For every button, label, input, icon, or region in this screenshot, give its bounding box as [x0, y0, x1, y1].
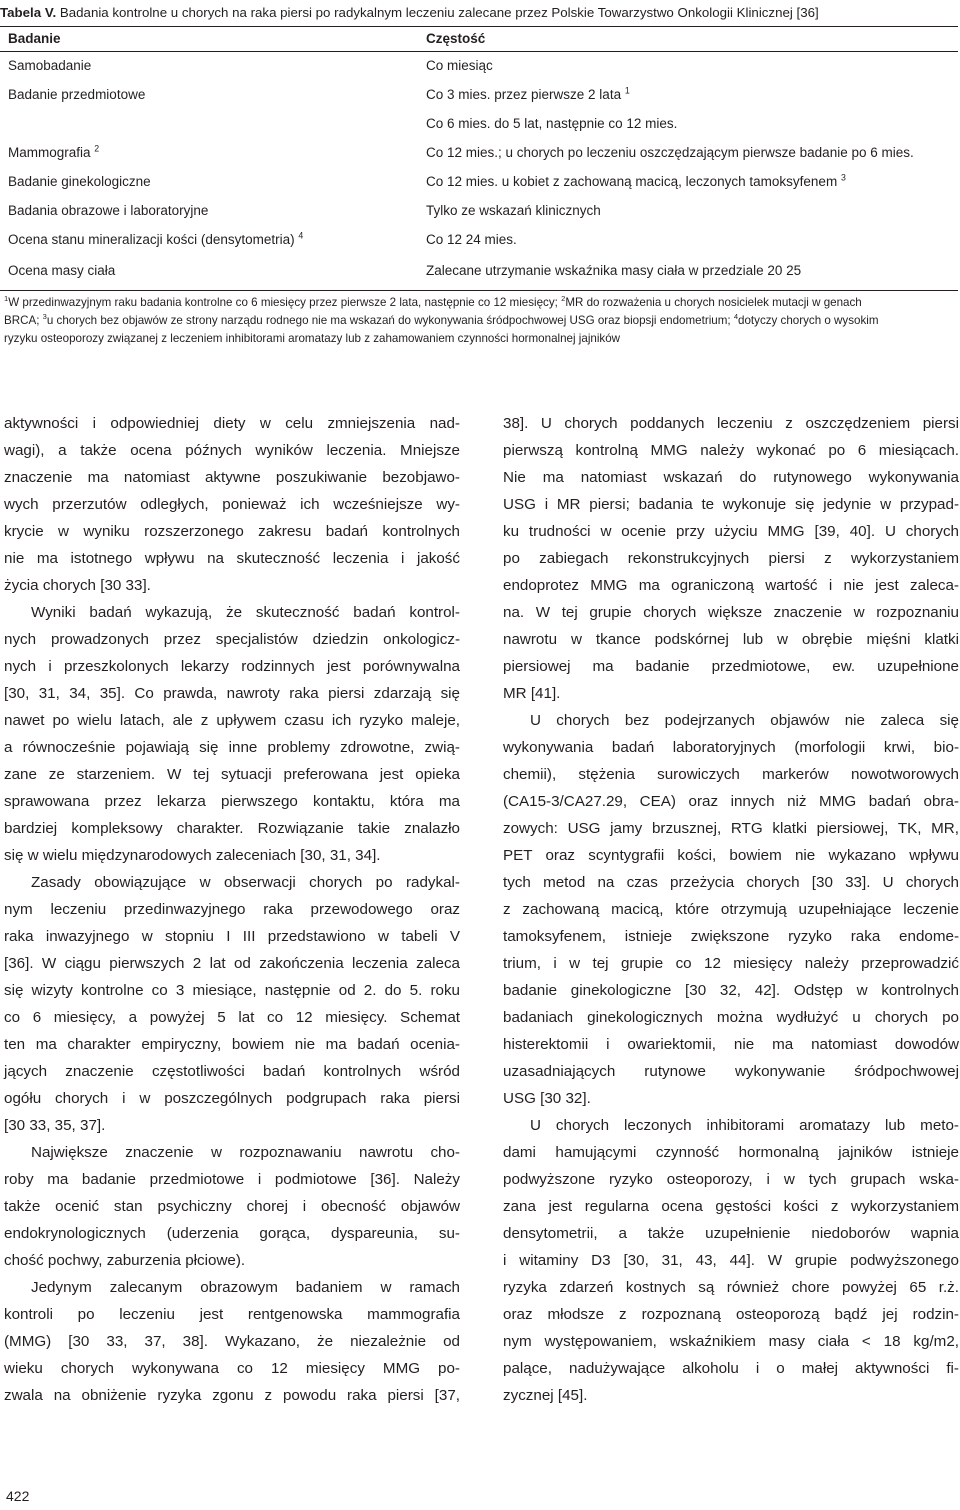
- text-line: PET oraz scyntygrafii kości, bowiem nie wykazano wpływu: [503, 847, 959, 864]
- row-exam: Ocena stanu mineralizacji kości (densytometria) $^4$: [8, 230, 304, 247]
- text-line: raka inwazyjnego w stopniu I III przedstawiono w tabeli V: [4, 928, 460, 945]
- row-frequency: Co 6 mies. do 5 lat, następnie co 12 mies.: [426, 116, 678, 131]
- text-line: a równocześnie pojawiają się inne problemy zdrowotne, zwią-: [4, 739, 460, 756]
- footnote-line: ryzyku osteoporozy związanej z leczeniem inhibitorami aromatazy lub z zahamowaniem czynności hormonalnej jajników: [4, 332, 621, 345]
- text-line: wych przerzutów odległych, ponieważ ich wcześniejsze wy-: [4, 496, 460, 513]
- text-line: Jedynym zalecanym obrazowym badaniem w ramach: [31, 1279, 460, 1296]
- text-line: chemii), stężenia surowiczych markerów nowotworowych: [503, 766, 959, 783]
- text-line: nych i przeszkolonych lekarzy rodzinnych jest porównywalna: [4, 658, 460, 675]
- text-line: sprawowana przez lekarza pierwszego kontaktu, która ma: [4, 793, 460, 810]
- body-column-right: [503, 410, 959, 1430]
- text-line: Zasady obowiązujące w obserwacji chorych po radykal-: [31, 874, 460, 891]
- text-line: pierwszą kontrolną MMG należy wykonać po 6 miesiącach.: [503, 442, 959, 459]
- text-line: piersiowej ma badanie przedmiotowe, ew. uzupełnione: [503, 658, 959, 675]
- text-line: (MMG) [30 33, 37, 38]. Wykazano, że niezależnie od: [4, 1333, 460, 1350]
- text-line: wagi), a także ocena późnych wyników leczenia. Mniejsze: [4, 442, 460, 459]
- footnote-line: $^1$W przedinwazyjnym raku badania kontrolne co 6 miesięcy przez pierwsze 2 lata, następnie co 12 miesięcy; $^2$MR do rozważenia u chorych nosicielek mutacji w genach: [4, 294, 862, 309]
- text-line: ryzyka zdarzeń kostnych są również chore powyżej 65 r.ż.: [503, 1279, 959, 1296]
- table-row: [0, 110, 958, 139]
- text-line: podwyższone ryzyko osteoporozy, i w tych grupach wska-: [503, 1171, 959, 1188]
- text-line: wykonywania badań laboratoryjnych (morfologii krwi, bio-: [503, 739, 959, 756]
- text-line: trium, i w tej grupie co 12 miesięcy należy przeprowadzić: [503, 955, 959, 972]
- table-row: [0, 81, 958, 110]
- text-line: U chorych bez podejrzanych objawów nie zaleca się: [530, 712, 959, 729]
- text-line: nie ma istotnego wpływu na skuteczność leczenia i jakość: [4, 550, 460, 567]
- text-line: oraz młodsze z rozpoznaną osteoporozą bądź jej rodzin-: [503, 1306, 959, 1323]
- text-line: badanie ginekologiczne [30 32, 42]. Odstęp w kontrolnych: [503, 982, 959, 999]
- text-line: dami hamującymi czynność hormonalną jajników istnieje: [503, 1144, 959, 1161]
- text-line: ku trudności w ocenie przy użyciu MMG [39, 40]. U chorych: [503, 523, 959, 540]
- row-exam: Mammografia $^2$: [8, 143, 100, 160]
- text-line: po zabiegach rekonstrukcyjnych piersi z wykorzystaniem: [503, 550, 959, 567]
- text-line: się w wielu międzynarodowych zaleceniach [30, 31, 34].: [4, 847, 381, 864]
- footnote-line: BRCA; $^3$u chorych bez objawów ze strony narządu rodnego nie ma wskazań do wykonywania śródpochwowej USG oraz biopsji endometrium; $^4$dotyczy chorych o wysokim: [4, 312, 879, 327]
- row-frequency: Zalecane utrzymanie wskaźnika masy ciała w przedziale 20 25: [426, 263, 802, 278]
- text-line: endokrynologicznych (uderzenia gorąca, dyspareunia, su-: [4, 1225, 460, 1242]
- row-frequency: Co 12 mies. u kobiet z zachowaną macicą, leczonych tamoksyfenem $^3$: [426, 172, 846, 189]
- text-line: endoprotez MMG ma ograniczoną wartość i nie jest zaleca-: [503, 577, 959, 594]
- text-line: roby ma badanie przedmiotowe i podmiotowe [36]. Należy: [4, 1171, 460, 1188]
- text-line: U chorych leczonych inhibitorami aromatazy lub meto-: [530, 1117, 959, 1134]
- text-line: [30, 31, 34, 35]. Co prawda, nawroty raka piersi zdarzają się: [4, 685, 460, 702]
- text-line: na. W tej grupie chorych większe znaczenie w rozpoznaniu: [503, 604, 959, 621]
- table-row: [0, 139, 958, 168]
- text-line: co 6 miesięcy, a powyżej 5 lat co 12 miesięcy. Schemat: [4, 1009, 460, 1026]
- text-line: życia chorych [30 33].: [4, 577, 151, 594]
- text-line: zane ze starzeniem. W tej sytuacji preferowana jest opieka: [4, 766, 460, 783]
- row-exam: Badanie przedmiotowe: [8, 87, 146, 102]
- table-caption-text: Badania kontrolne u chorych na raka piersi po radykalnym leczeniu zalecane przez Polskie Towarzystwo Onkologii Klinicznej [36]: [59, 5, 819, 20]
- row-exam: Badania obrazowe i laboratoryjne: [8, 203, 209, 218]
- row-exam: Badanie ginekologiczne: [8, 174, 151, 189]
- header-exam: Badanie: [8, 31, 61, 46]
- table-row: [0, 257, 958, 286]
- table-row: [0, 197, 958, 226]
- row-frequency: Co 12 24 mies.: [426, 232, 517, 247]
- text-line: wieku chorych wykonywana co 12 miesięcy MMG po-: [4, 1360, 460, 1377]
- text-line: kontroli po leczeniu jest rentgenowska mammografia: [4, 1306, 460, 1323]
- text-line: nym występowaniem, wskaźnikiem masy ciała < 18 kg/m2,: [503, 1333, 959, 1350]
- text-line: 38]. U chorych poddanych leczeniu z oszczędzeniem piersi: [503, 415, 959, 432]
- page-number: 422: [6, 1488, 30, 1504]
- text-line: się wizyty kontrolne co 3 miesiące, następnie od 2. do 5. roku: [4, 982, 460, 999]
- row-frequency: Tylko ze wskazań klinicznych: [426, 203, 601, 218]
- table-caption-label: Tabela V.: [0, 5, 57, 20]
- text-line: USG i MR piersi; badania te wykonuje się jedynie w przypad-: [503, 496, 959, 513]
- table-footnotes: [4, 294, 956, 348]
- header-frequency: Częstość: [426, 31, 486, 46]
- row-frequency: Co 3 mies. przez pierwsze 2 lata $^1$: [426, 85, 630, 102]
- text-line: uzasadniających rutynowe wykonywanie śródpochwowej: [503, 1063, 959, 1080]
- text-line: badaniach ginekologicznych można wydłużyć u chorych po: [503, 1009, 959, 1026]
- text-line: znaczenie ma natomiast aktywne poszukiwanie bezobjawo-: [4, 469, 460, 486]
- text-line: zycznej [45].: [503, 1387, 588, 1404]
- row-frequency: Co 12 mies.; u chorych po leczeniu oszczędzającym pierwsze badanie po 6 mies.: [426, 145, 914, 160]
- text-line: tamoksyfenem, istnieje zwiększone ryzyko raka endome-: [503, 928, 959, 945]
- text-line: zana jest regularna ocena gęstości kości z wykorzystaniem: [503, 1198, 959, 1215]
- text-line: nawrotu w tkance podskórnej lub w obrębie mięśni klatki: [503, 631, 959, 648]
- text-line: nawet po wielu latach, ale z upływem czasu ich ryzyko maleje,: [4, 712, 460, 729]
- text-line: ten ma charakter empiryczny, bowiem nie ma badań ocenia-: [4, 1036, 460, 1053]
- text-line: USG [30 32].: [503, 1090, 591, 1107]
- text-line: [36]. W ciągu pierwszych 2 lat od zakończenia leczenia zaleca: [4, 955, 460, 972]
- text-line: Wyniki badań wykazują, że skuteczność badań kontrol-: [31, 604, 460, 621]
- table-header: [0, 27, 958, 52]
- text-line: zwala na obniżenie ryzyka zgonu z powodu raka piersi [37,: [4, 1387, 460, 1404]
- table-row: [0, 168, 958, 197]
- text-line: bardziej kompleksowy charakter. Rozwiązanie takie znalazło: [4, 820, 460, 837]
- text-line: Największe znaczenie w rozpoznawaniu nawrotu cho-: [31, 1144, 460, 1161]
- text-line: tych metod na czas przeżycia chorych [30 33]. U chorych: [503, 874, 959, 891]
- table-row: [0, 52, 958, 81]
- table-caption: [0, 0, 960, 26]
- text-line: ogółu chorych i w poszczególnych podgrupach raka piersi: [4, 1090, 460, 1107]
- text-line: krycie w wyniku rozszerzonego zakresu badań kontrolnych: [4, 523, 460, 540]
- text-line: MR [41].: [503, 685, 561, 702]
- row-exam: Samobadanie: [8, 58, 92, 73]
- table-row: [0, 226, 958, 255]
- text-line: zowych: USG jamy brzusznej, RTG klatki piersiowej, TK, MR,: [503, 820, 959, 837]
- text-line: [30 33, 35, 37].: [4, 1117, 106, 1134]
- text-line: nych prowadzonych przez specjalistów dziedzin onkologicz-: [4, 631, 460, 648]
- text-line: aktywności i odpowiedniej diety w celu zmniejszenia nad-: [4, 415, 460, 432]
- followup-table: [0, 26, 958, 291]
- row-exam: Ocena masy ciała: [8, 263, 116, 278]
- body-column-left: [4, 410, 460, 1430]
- text-line: densytometrii, a także uzupełnienie niedoborów wapnia: [503, 1225, 959, 1242]
- text-line: histerektomii i owariektomii, nie ma natomiast dowodów: [503, 1036, 959, 1053]
- text-line: Nie ma natomiast wskazań do rutynowego wykonywania: [503, 469, 959, 486]
- text-line: z zachowaną macicą, które otrzymują uzupełniające leczenie: [503, 901, 959, 918]
- row-frequency: Co miesiąc: [426, 58, 493, 73]
- text-line: i witaminy D3 [30, 31, 43, 44]. W grupie podwyższonego: [503, 1252, 959, 1269]
- text-line: palące, nadużywające alkoholu i o małej aktywności fi-: [503, 1360, 959, 1377]
- text-line: jących znaczenie częstotliwości badań kontrolnych wśród: [4, 1063, 460, 1080]
- text-line: nym leczeniu przedinwazyjnego raka przewodowego oraz: [4, 901, 460, 918]
- text-line: chość pochwy, zaburzenia płciowe).: [4, 1252, 246, 1269]
- text-line: także ocenić stan psychiczny chorej i obecność objawów: [4, 1198, 460, 1215]
- text-line: (CA15-3/CA27.29, CEA) oraz innych niż MMG badań obra-: [503, 793, 959, 810]
